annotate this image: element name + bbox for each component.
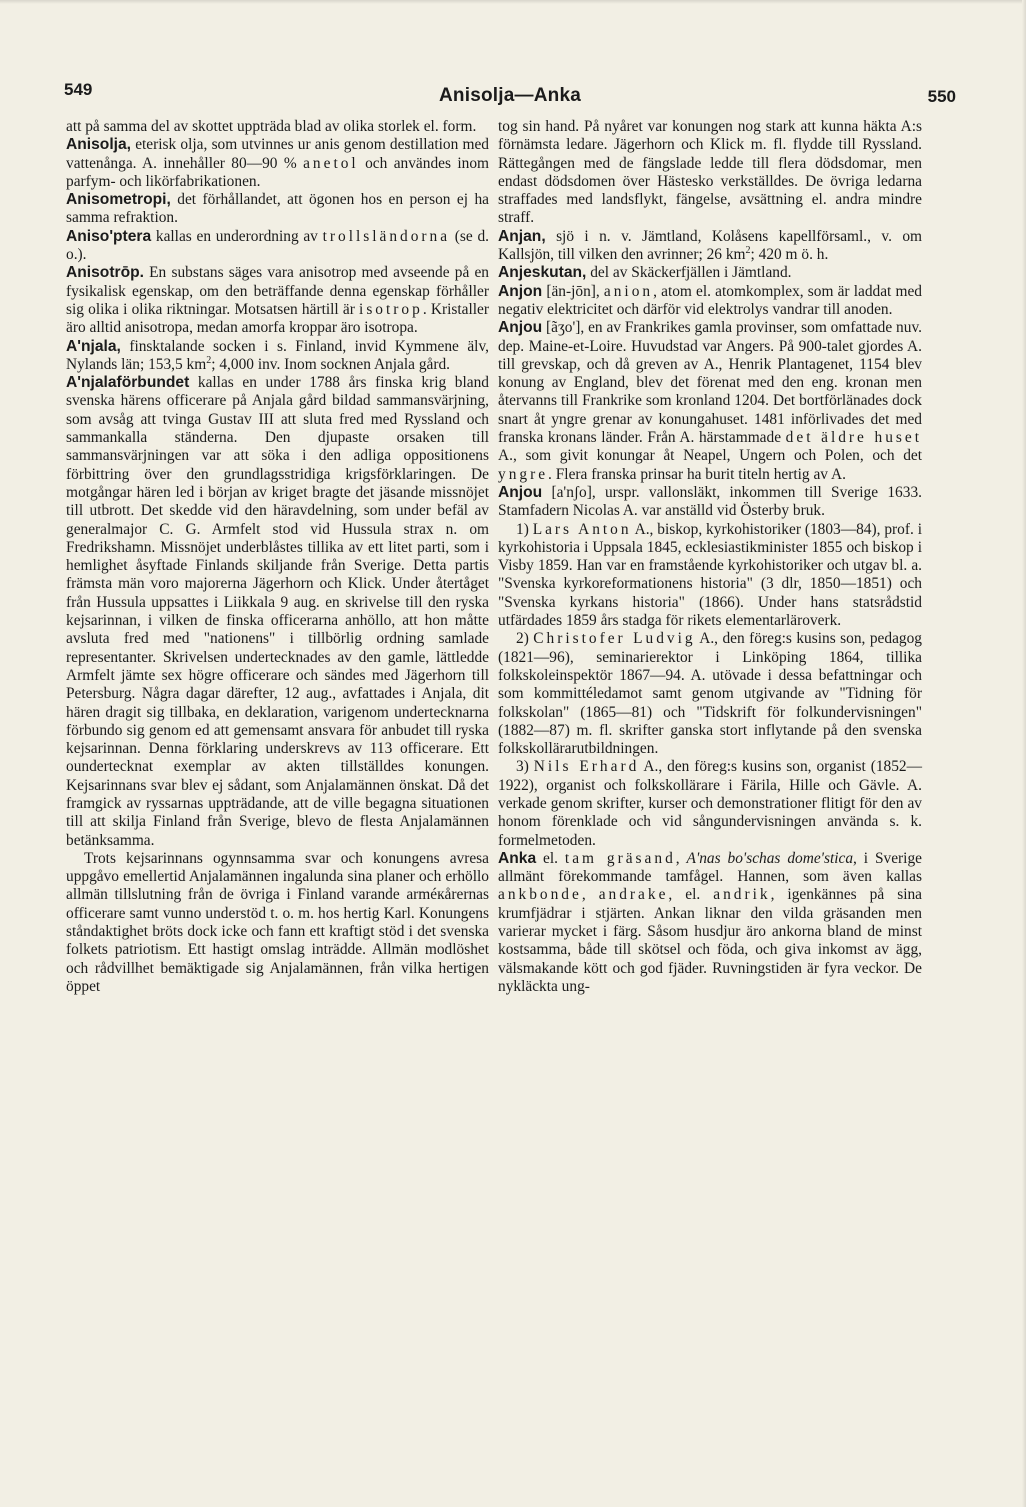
entry-anjou-family: Anjou [a'nʃo], urspr. vallonsläkt, inkommen till Sverige 1633. Stamfadern Nicolas A. var anställd vid Österby bruk.	[498, 483, 922, 520]
subentry-christofer-ludvig: 2) Christofer Ludvig A., den föreg:s kusins son, pedagog (1821—96), seminarierektor i Linköping 1864, tillika folkskoleinspektör 1867—94. A. utövade i dessa befattningar och som kommittéledamot samt genom utgivande av "Tidning för folkskolan" (1865—81) och "Tidskrift för folkundervisningen" (1882—87) m. fl. skrifter ganska stort inflytande på den svenska folkskollärarutbildningen.	[498, 630, 922, 758]
continued-text: att på samma del av skottet uppträda blad av olika storlek el. form.	[66, 118, 477, 135]
entry-anka: Anka el. tam gräsand, A'nas bo'schas dome'stica, i Sverige allmänt förekommande tamfågel. Hannen, som även kallas ankbonde, andrake, el. andrik, igenkännes på sina krumfjädrar i stjärten. Ankan liknar den vilda gräsanden men varierar mycket i färg. Såsom husdjur äro ankorna bland de minst kostsamma, både till skötsel och föda, och giva inkomst av ägg, välsmakande kött och god fjäder. Ruvningstiden är fyra veckor. De nykläckta ung-	[498, 849, 922, 995]
running-header	[64, 80, 956, 114]
page-top-edge	[0, 0, 1026, 4]
paragraph: Trots kejsarinnans ogynnsamma svar och konungens avresa uppgåvo emellertid Anjalamännen ingalunda sina planer och erhöllo allmän tillslutning från de övriga i Finland varande arméкårernas officerare samt vunno understöd t. o. m. hos hertig Karl. Konungens ståndaktighet bröts dock icke och fann ett kraftigt stöd i det svenska folkets patriotism. Ett hastigt omslag inträdde. Allmän modlöshet och rådvillhet bemäktigade sig Anjalamännen, från vilka hertigen öppet	[66, 849, 489, 995]
headword: Anisotrōp.	[66, 264, 144, 282]
entry-anisometropi: Anisometropi, det förhållandet, att ögonen hos en person ej ha samma refraktion.	[66, 191, 489, 227]
headword: A'njala,	[66, 337, 121, 355]
entry-anjou-province: Anjou [ãʒo'], en av Frankrikes gamla provinser, som omfattade nuv. dep. Maine-et-Loire. Huvudstad var Angers. På 900-talet gjordes A. till grevskap, och då greven av A., Henrik Plantagenet, 1154 blev konung av England, blev det förenat med den eng. kronan men återvanns till Frankrike som kronland 1204. Det bortförlänades dock snart åt yngre grenar av konungahuset. 1481 införlivades det med franska kronans länder. Från A. härstammade det äldre huset A., som givit konungar åt Neapel, Ungern och Polen, och det yngre. Flera franska prinsar ha burit titeln hertig av A.	[498, 319, 922, 483]
headword: Anjou	[498, 483, 543, 501]
left-column	[66, 118, 489, 996]
right-column	[498, 118, 922, 996]
headword: Anjou	[498, 319, 543, 337]
page-number-right: 550	[927, 87, 956, 106]
entry-anjalaforbundet: A'njalaförbundet kallas en under 1788 års finska krig bland svenska härens officerare på Anjala gård bildad sammansvärjning, som avsåg att tvinga Gustav III att sluta fred med Ryssland och sammankalla ständerna. Den djupaste orsaken till sammansvärjningen var att söka i den adliga oppositionens förbittring över den grundlagsstridiga krigsförklaringen. De motgångar hären led i början av kriget bragte det jäsande missnöjet till utbrott. Det skedde vid den häravdelning, som under befäl av generalmajor C. G. Armfelt stod vid Hussula strax n. om Fredrikshamn. Missnöjet underblåstes tillika av ett litet parti, som i hemlighet åsyftade Finlands skiljande från Sverige. Detta partis främsta män voro majorerna Jägerhorn och Klick. Under återtåget från Hussula uppsattes i Liikkala 9 aug. en skrivelse till den ryska kejsarinnan, i vilken de finska officerarna anhöllo, att hon måtte avsluta fred med "nationens" i tillbörlig ordning samlade representanter. Skrivelsen undertecknades av den gamle, lättledde Armfelt jämte sex högre officerare och sändes med Jägerhorn till Petersburg. Några dagar därefter, 12 aug., avfattades i Anjala, dit hären dragit sig tillbaka, en deklaration, varigenom undertecknarna förbundo sig genom ed att gemensamt ansvara för anbudet till ryska kejsarinnan. Denna förklaring underskrevs av 113 officerare. Ett oundertecknat exemplar av akten tillställdes konungen. Kejsarinnans svar blev ej sådant, som Anjalamännen önskat. Då det framgick av ryssarnas uppträdande, att de ville begagna situationen till att skilja Finland från Sverige, blevo de flesta Anjalamännen betänksamma.	[66, 374, 489, 849]
page-number-left: 549	[64, 80, 93, 99]
headword: Anisolja,	[66, 136, 131, 154]
page-right-edge	[1022, 0, 1026, 1507]
entry-anisoptera: Aniso'ptera kallas en underordning av trollsländorna (se d. o.).	[66, 227, 489, 264]
subentry-nils-erhard: 3) Nils Erhard A., den föreg:s kusins son, organist (1852—1922), organist och folkskollärare i Färila, Hille och Gävle. A. verkade genom skrifter, kurser och demonstrationer flitigt för den av honom förenklade och vid sångundervisningen använda s. k. formelmetoden.	[498, 758, 922, 849]
continued-text: tog sin hand. På nyåret var konungen nog stark att kunna häkta A:s förnämsta ledare. Jägerhorn och Klick m. fl. flydde till Ryssland. Rättegången med de fängslade ledde till flera dödsdomar, men endast dödsdomen över Hästesko verkställdes. De övriga ledarna straffades med landsflykt, fängelse, avsättning el. andra mindre straff.	[498, 118, 922, 227]
entry-anisolja: Anisolja, eterisk olja, som utvinnes ur anis genom destillation med vattenånga. A. innehåller 80—90 % anetol och användes inom parfym- och likörfabrikationen.	[66, 136, 489, 190]
headword: Anjan,	[498, 227, 546, 245]
headword: Anjeskutan,	[498, 264, 587, 282]
entry-anisotrop: Anisotrōp. En substans säges vara anisotrop med avseende på en fysikalisk egenskap, om den beträffande denna egenskap förhåller sig olika i olika riktningar. Motsatsen härtill är isotrop. Kristaller äro alltid anisotropa, medan amorfa kroppar äro isotropa.	[66, 264, 489, 337]
entry-anjan: Anjan, sjö i n. v. Jämtland, Kolåsens kapellförsaml., v. om Kallsjön, till vilken den avrinner; 26 $km^2$; 420 m ö. h.	[498, 227, 922, 264]
headword: Anjon	[498, 282, 543, 300]
headword: Aniso'ptera	[66, 227, 152, 245]
headword: Anka	[498, 849, 537, 867]
running-title: Anisolja—Anka	[439, 85, 581, 106]
entry-anjala: A'njala, finsktalande socken i s. Finland, invid Kymmene älv, Nylands län; 153,5 $km^2$; 4,000 inv. Inom socknen Anjala gård.	[66, 337, 489, 373]
entry-anjon: Anjon [än-jōn], anion, atom el. atomkomplex, som är laddat med negativ elektricitet och därför vid elektrolys vandrar till anoden.	[498, 282, 922, 318]
headword: Anisometropi,	[66, 191, 171, 209]
headword: A'njalaförbundet	[66, 374, 190, 392]
entry-anjeskutan: Anjeskutan, del av Skäckerfjällen i Jämtland.	[498, 264, 792, 282]
subentry-lars-anton: 1) Lars Anton A., biskop, kyrkohistoriker (1803—84), prof. i kyrkohistoria i Uppsala 1845, ecklesiastikminister 1855 och biskop i Visby 1859. Han var en framstående kyrkohistoriker och utgav bl. a. "Svenska kyrkoreformationens historia" (3 dlr, 1850—1851) och "Svenska kyrkans historia" (1866). Under hans statsrådstid utfärdades 1859 års stadga för rikets elementarläroverk.	[498, 520, 922, 630]
